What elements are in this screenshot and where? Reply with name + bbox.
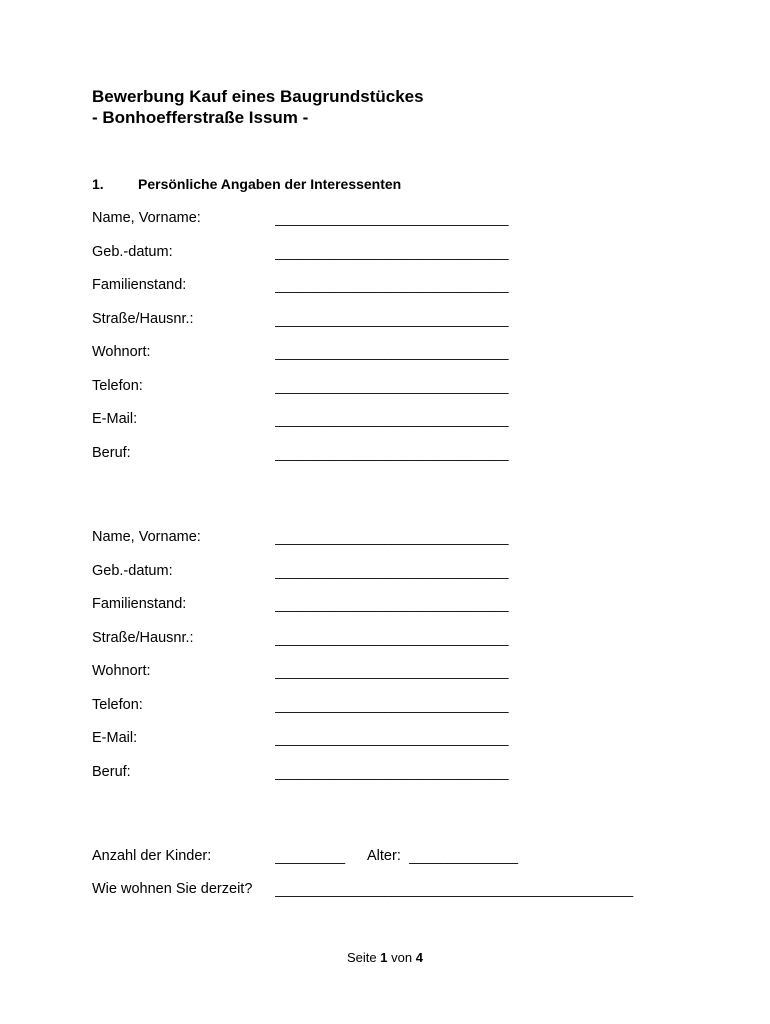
- title-line-2: - Bonhoefferstraße Issum -: [92, 108, 309, 127]
- field-label: Telefon:: [92, 378, 143, 394]
- age-label: Alter:: [367, 848, 401, 864]
- occupation-field[interactable]: ______________________________: [275, 445, 509, 461]
- field-label: Telefon:: [92, 697, 143, 713]
- email-field[interactable]: ______________________________: [275, 411, 509, 427]
- title-line-1: Bewerbung Kauf eines Baugrundstückes: [92, 87, 424, 106]
- kids-count-field[interactable]: _________: [275, 848, 346, 864]
- field-label: Wohnort:: [92, 344, 151, 360]
- marital-status-field[interactable]: ______________________________: [275, 277, 509, 293]
- field-label: E-Mail:: [92, 730, 138, 746]
- field-label: Name, Vorname:: [92, 529, 201, 545]
- field-label: Geb.-datum:: [92, 563, 173, 579]
- housing-label: Wie wohnen Sie derzeit?: [92, 881, 253, 897]
- section-number: 1.: [92, 176, 104, 192]
- field-label: Familienstand:: [92, 596, 187, 612]
- name-field[interactable]: ______________________________: [275, 529, 509, 545]
- birthdate-field[interactable]: ______________________________: [275, 563, 509, 579]
- field-label: Beruf:: [92, 764, 131, 780]
- street-field[interactable]: ______________________________: [275, 630, 509, 646]
- field-label: Beruf:: [92, 445, 131, 461]
- marital-status-field[interactable]: ______________________________: [275, 596, 509, 612]
- city-field[interactable]: ______________________________: [275, 344, 509, 360]
- footer-middle: von: [391, 950, 413, 965]
- total-page-count: 4: [415, 950, 423, 965]
- kids-label: Anzahl der Kinder:: [92, 848, 212, 864]
- street-field[interactable]: ______________________________: [275, 311, 509, 327]
- field-label: Straße/Hausnr.:: [92, 311, 194, 327]
- field-label: E-Mail:: [92, 411, 138, 427]
- section-title: Persönliche Angaben der Interessenten: [138, 176, 402, 192]
- field-label: Wohnort:: [92, 663, 151, 679]
- phone-field[interactable]: ______________________________: [275, 697, 509, 713]
- current-page-number: 1: [380, 950, 388, 965]
- occupation-field[interactable]: ______________________________: [275, 764, 509, 780]
- city-field[interactable]: ______________________________: [275, 663, 509, 679]
- field-label: Geb.-datum:: [92, 244, 173, 260]
- document-title: [92, 86, 424, 128]
- name-field[interactable]: ______________________________: [275, 210, 509, 226]
- field-label: Straße/Hausnr.:: [92, 630, 194, 646]
- birthdate-field[interactable]: ______________________________: [275, 244, 509, 260]
- page-footer: [0, 950, 770, 965]
- housing-field[interactable]: ______________________________________________: [275, 881, 634, 897]
- field-label: Familienstand:: [92, 277, 187, 293]
- phone-field[interactable]: ______________________________: [275, 378, 509, 394]
- footer-prefix: Seite: [347, 950, 377, 965]
- email-field[interactable]: ______________________________: [275, 730, 509, 746]
- age-field[interactable]: ______________: [409, 848, 519, 864]
- field-label: Name, Vorname:: [92, 210, 201, 226]
